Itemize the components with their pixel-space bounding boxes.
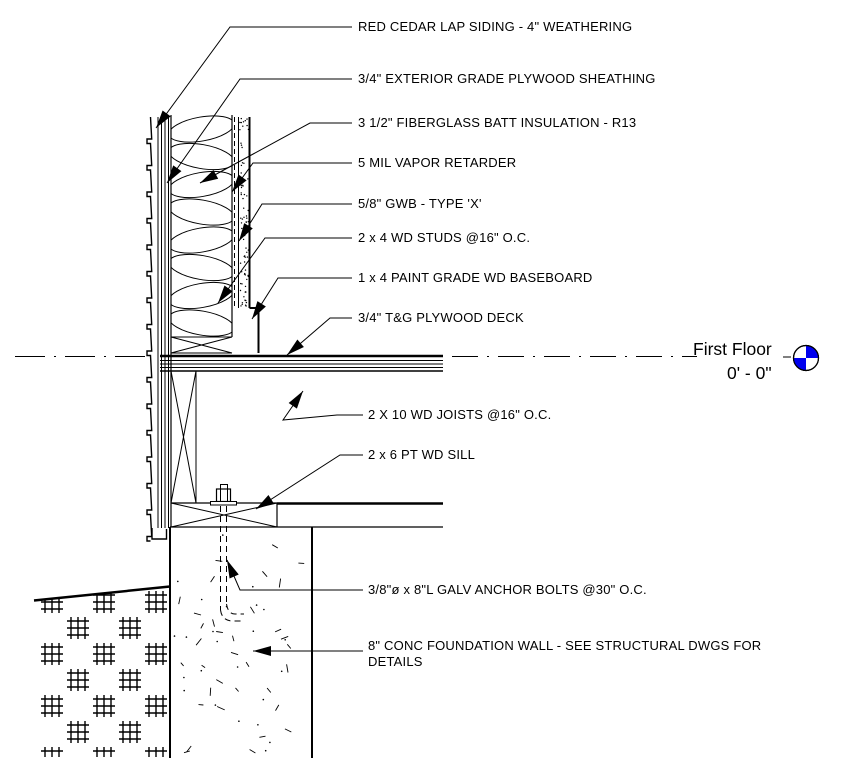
callout-plywood-deck: 3/4" T&G PLYWOOD DECK: [358, 310, 524, 325]
level-name: First Floor: [693, 339, 772, 359]
earth-hatch: [34, 587, 170, 758]
callout-pt-wd-sill: 2 x 6 PT WD SILL: [368, 447, 475, 462]
level-head-icon: [794, 346, 819, 371]
batt-insulation: [171, 115, 232, 337]
callout-vapor-retarder: 5 MIL VAPOR RETARDER: [358, 155, 517, 170]
callout-baseboard: 1 x 4 PAINT GRADE WD BASEBOARD: [358, 270, 593, 285]
callout-plywood-sheathing: 3/4" EXTERIOR GRADE PLYWOOD SHEATHING: [358, 71, 656, 86]
callout-gwb: 5/8" GWB - TYPE 'X': [358, 196, 482, 211]
callout-anchor-bolts: 3/8"ø x 8"L GALV ANCHOR BOLTS @30" O.C.: [368, 582, 647, 597]
callout-foundation-wall: 8" CONC FOUNDATION WALL - SEE STRUCTURAL DWGS FOR DETAILS: [368, 638, 762, 669]
callout-wd-joists: 2 X 10 WD JOISTS @16" O.C.: [368, 407, 552, 422]
callout-batt-insulation: 3 1/2" FIBERGLASS BATT INSULATION - R13: [358, 115, 637, 130]
level-elevation: 0' - 0": [727, 363, 772, 383]
callout-red-cedar-siding: RED CEDAR LAP SIDING - 4" WEATHERING: [358, 19, 633, 34]
callout-wd-studs: 2 x 4 WD STUDS @16" O.C.: [358, 230, 531, 245]
